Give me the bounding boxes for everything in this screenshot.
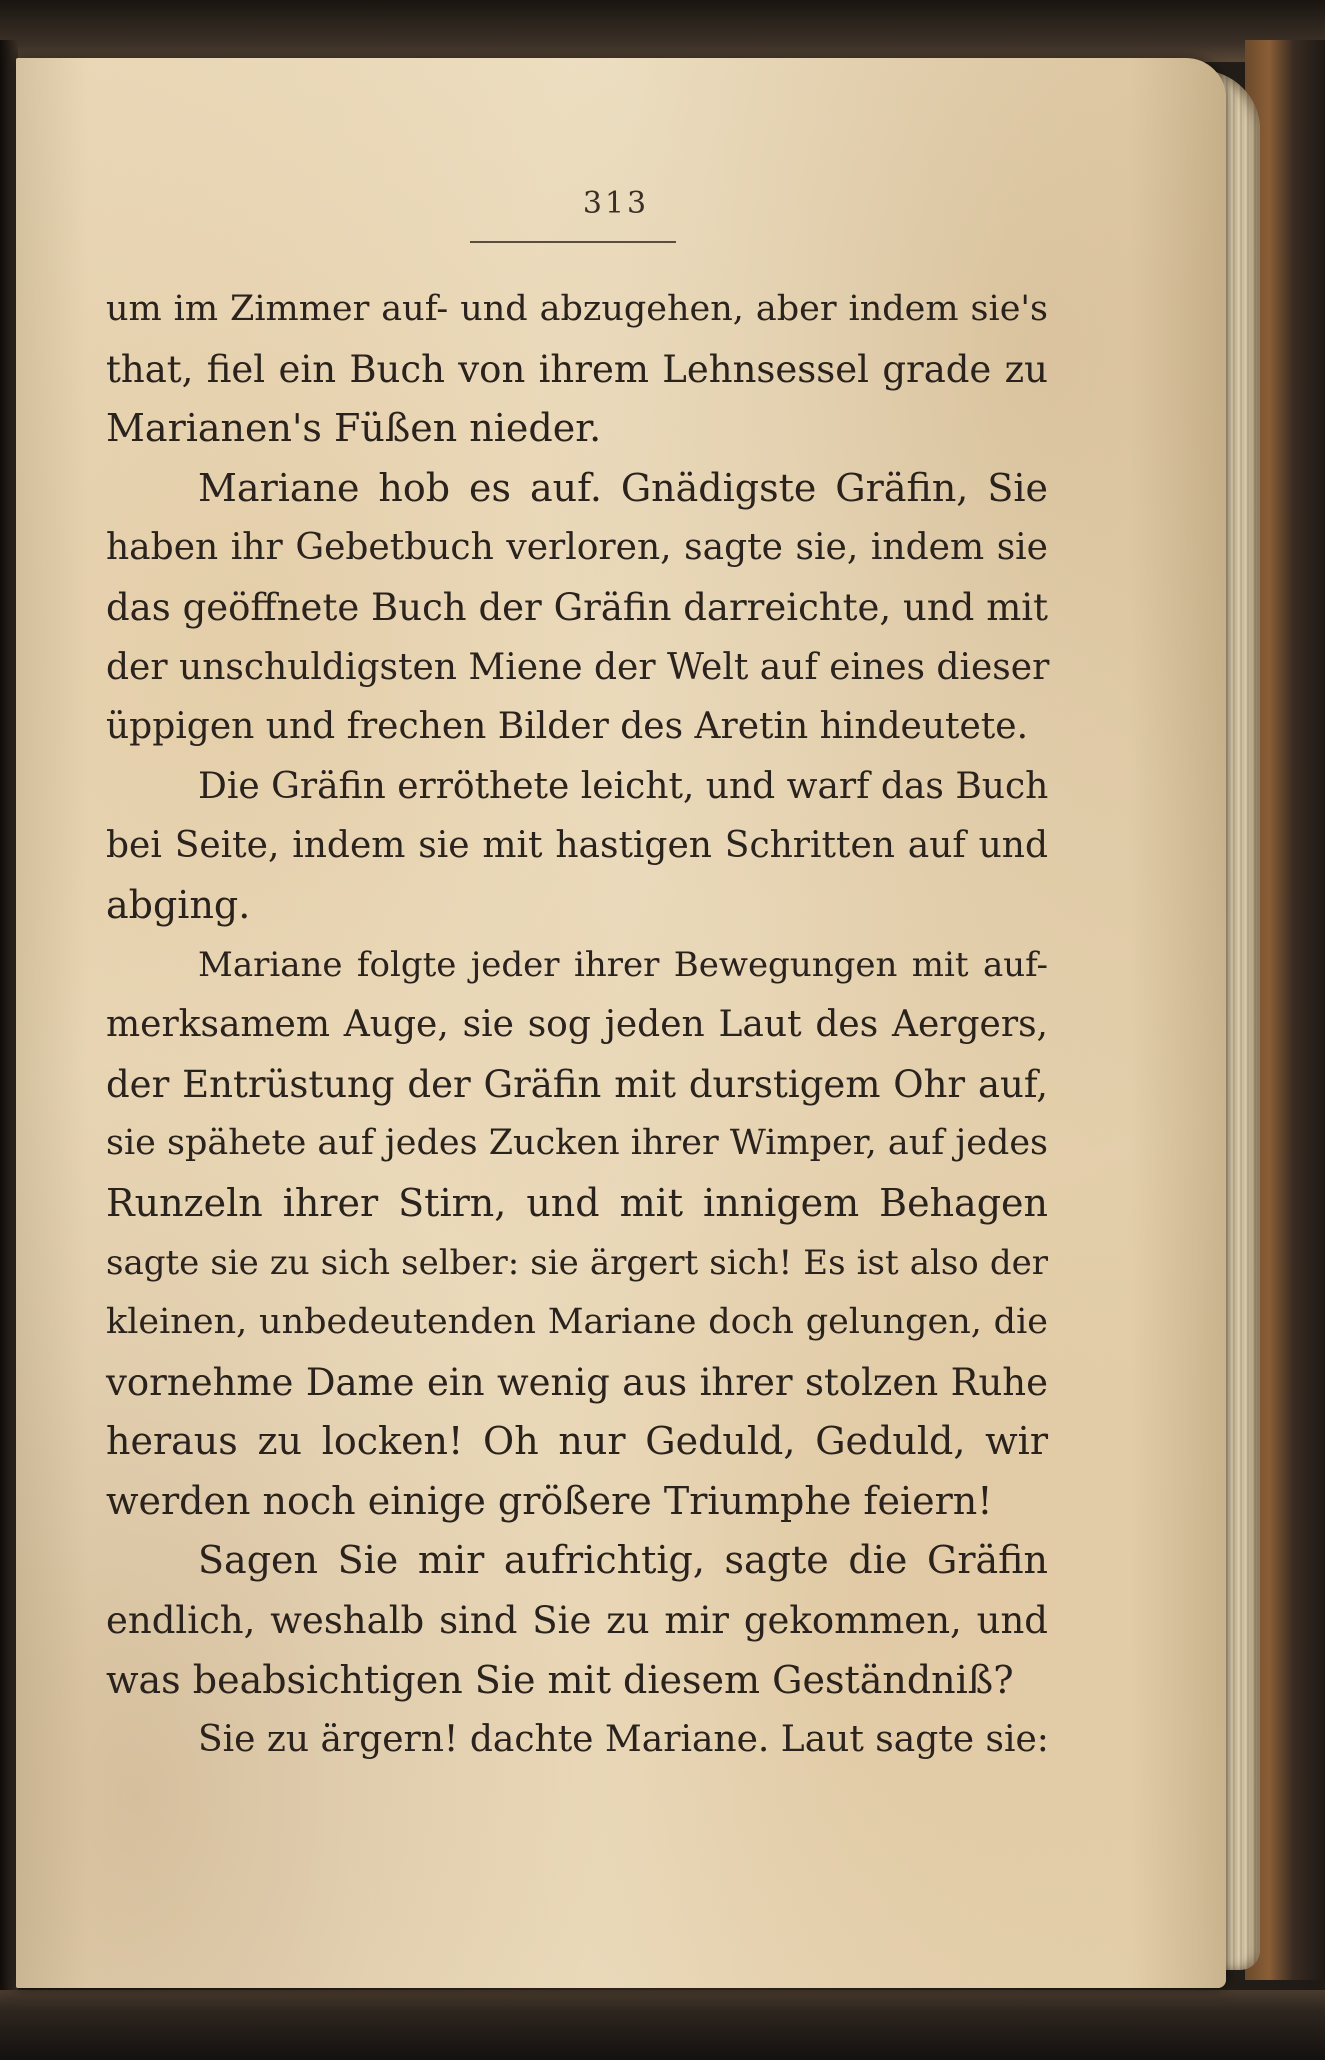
text-line: das geöffnete Buch der Gräfin darreichte, und mit xyxy=(106,585,1048,629)
header-rule xyxy=(470,241,676,243)
text-line: heraus zu locken! Oh nur Geduld, Geduld, wir xyxy=(106,1419,1048,1464)
text-line: haben ihr Gebetbuch verloren, sagte sie, indem sie xyxy=(106,527,1048,569)
text-line: Marianen's Füßen nieder. xyxy=(106,406,602,451)
text-line: sie spähete auf jedes Zucken ihrer Wimper, auf jedes xyxy=(106,1123,1048,1164)
text-line: that, fiel ein Buch von ihrem Lehnsessel grade zu xyxy=(106,347,1048,391)
text-line: Sagen Sie mir aufrichtig, sagte die Gräfin xyxy=(198,1538,1048,1583)
body-text xyxy=(106,280,1048,1770)
text-line: sagte sie zu sich selber: sie ärgert sich! Es ist also der xyxy=(106,1242,1048,1283)
text-line: endlich, weshalb sind Sie zu mir gekommen, und xyxy=(106,1599,1048,1643)
text-line: vornehme Dame ein wenig aus ihrer stolzen Ruhe xyxy=(106,1360,1048,1404)
text-line: Mariane hob es auf. Gnädigste Gräfin, Sie xyxy=(198,465,1048,510)
text-line: kleinen, unbedeutenden Mariane doch gelungen, die xyxy=(106,1302,1048,1343)
text-line: Mariane folgte jeder ihrer Bewegungen mit auf- xyxy=(198,944,1048,985)
text-line: abging. xyxy=(106,882,251,927)
text-line: Sie zu ärgern! dachte Mariane. Laut sagte sie: xyxy=(198,1719,1049,1761)
book-cover-top-edge xyxy=(0,0,1325,62)
page-number: 313 xyxy=(582,186,650,221)
text-line: was beabsichtigen Sie mit diesem Geständniß? xyxy=(106,1657,1014,1702)
text-line: merksamem Auge, sie sog jeden Laut des Aergers, xyxy=(106,1004,1048,1046)
text-line: Die Gräfin erröthete leicht, und warf das Buch xyxy=(198,765,1049,807)
text-line: Runzeln ihrer Stirn, und mit innigem Behagen xyxy=(106,1180,1048,1225)
text-line: der Entrüstung der Gräfin mit durstigem Ohr auf, xyxy=(106,1062,1048,1106)
text-line: werden noch einige größere Triumphe feiern! xyxy=(106,1478,993,1523)
text-line: der unschuldigsten Miene der Welt auf eines dieser xyxy=(106,646,1050,688)
text-line: bei Seite, indem sie mit hastigen Schritten auf und xyxy=(106,825,1048,867)
text-line: um im Zimmer auf- und abzugehen, aber indem sie's xyxy=(106,289,1048,329)
book-cover-bottom-edge xyxy=(0,1990,1325,2060)
book-page xyxy=(16,58,1226,1988)
text-line: üppigen und frechen Bilder des Aretin hindeutete. xyxy=(106,706,1029,748)
